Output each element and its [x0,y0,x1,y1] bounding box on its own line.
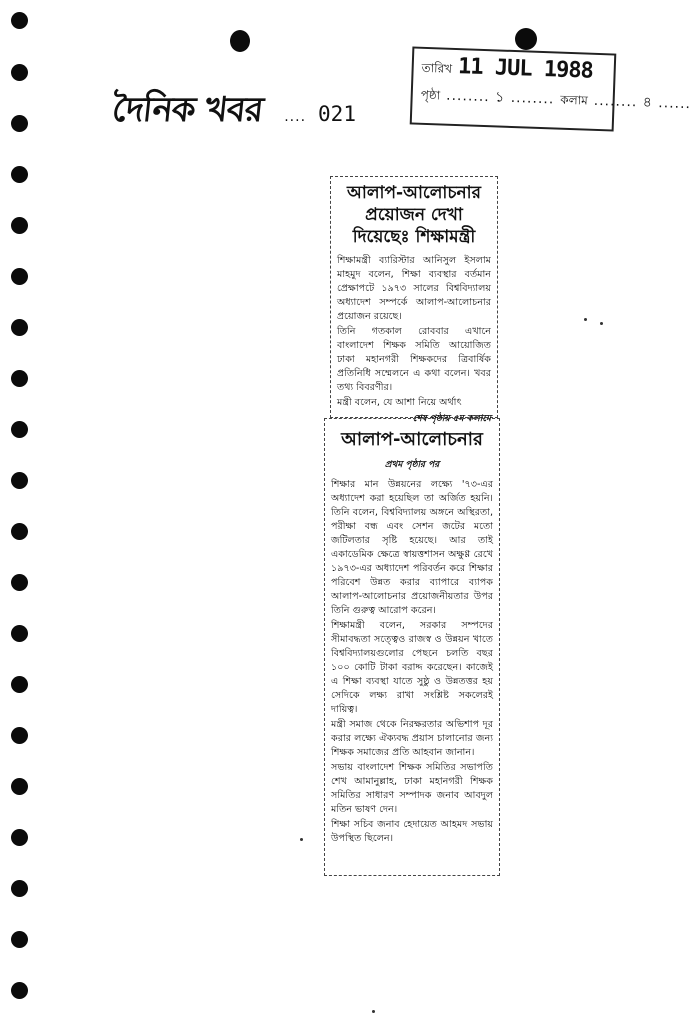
binder-hole [11,370,28,387]
binder-hole [11,268,28,285]
newspaper-masthead [112,84,356,148]
punch-hole [230,30,250,52]
scan-speck [372,1010,375,1013]
binder-hole [11,982,28,999]
page-code: 021 [318,102,356,126]
binder-hole [11,166,28,183]
binder-hole [11,64,28,81]
stamp-column-label: কলাম [560,92,589,108]
punch-hole [515,28,537,50]
continued-note: শেষ পৃষ্ঠায় ৫ম কলামে [412,414,491,424]
article-paragraph: শিক্ষা সচিব জনাব হেদায়েত আহমদ সভায় উপস্থিত ছিলেন। [331,819,493,844]
stamp-page-fill: ........ ১ ........ [445,87,555,108]
binder-hole [11,472,28,489]
binder-hole [11,625,28,642]
binder-hole [11,778,28,795]
article-clipping-part1 [330,176,498,424]
binder-hole [11,574,28,591]
binder-hole [11,115,28,132]
stamp-page-row [420,83,692,123]
article-clipping-part2 [324,418,500,876]
date-stamp [410,46,692,131]
stamp-date: 11 JUL 1988 [457,54,594,84]
scan-speck [600,322,603,325]
binder-hole [11,12,28,29]
binder-hole [11,421,28,438]
binder-hole [11,319,28,336]
article-paragraph: সভায় বাংলাদেশ শিক্ষক সমিতির সভাপতি শেখ আমানুল্লাহ, ঢাকা মহানগরী শিক্ষক সমিতির সাধারণ সম্পাদক জনাব আবদুল মতিন ভাষণ দেন। [331,762,493,815]
binder-hole [11,931,28,948]
newspaper-name: দৈনিক খবর [110,90,265,130]
binder-hole [11,676,28,693]
masthead-dots: .... [284,109,307,125]
binder-hole [11,727,28,744]
scan-speck [584,318,587,321]
article-paragraph: তিনি গতকাল রোববার এখানে বাংলাদেশ শিক্ষক সমিতি আয়োজিত ঢাকা মহানগরী শিক্ষকদের ত্রিবার্ষিক প্রতিনিধি সম্মেলনে এ কথা বলেন। খবর তথ্য বিবরণীর। [337,326,491,393]
article-paragraph: শিক্ষার মান উন্নয়নের লক্ষ্যে '৭৩-এর অধ্যাদেশ করা হয়েছিল তা অর্জিত হয়নি। তিনি বলেন, বিশ্ববিদ্যালয় অঙ্গনে অস্থিরতা, পরীক্ষা বন্ধ এবং সেশন জটের মতো জটিলতার সৃষ্টি হয়েছে। আর তাই একাডেমিক ক্ষেত্রে স্বায়ত্তশাসন অক্ষুণ্ণ রেখে ১৯৭৩-এর অধ্যাদেশ পরিবর্তন করে শিক্ষার পরিবেশ উন্নত করার ব্যাপারে ব্যাপক আলাপ-আলোচনার প্রয়োজনীয়তার উপর তিনি গুরুত্ব আরোপ করেন। [331,479,493,616]
article-headline: আলাপ-আলোচনার প্রয়োজন দেখা দিয়েছেঃ শিক্ষামন্ত্রী [347,183,481,247]
continuation-subtitle: প্রথম পৃষ্ঠার পর [384,460,440,470]
article-paragraph: মন্ত্রী সমাজ থেকে নিরক্ষরতার অভিশাপ দূর করার লক্ষ্যে ঐক্যবদ্ধ প্রয়াস চালানোর জন্য শিক্ষক সমাজের প্রতি আহবান জানান। [331,719,493,758]
binder-hole [11,523,28,540]
article-paragraph: শিক্ষামন্ত্রী ব্যারিস্টার আনিসুল ইসলাম মাহমুদ বলেন, শিক্ষা ব্যবস্থার বর্তমান প্রেক্ষাপটে ১৯৭৩ সালের বিশ্ববিদ্যালয় অধ্যাদেশ সম্পর্কে আলাপ-আলোচনার প্রয়োজন রয়েছে। [337,255,491,322]
binder-hole [11,829,28,846]
article-paragraph: মন্ত্রী বলেন, যে আশা নিয়ে অর্থাৎ [337,397,462,408]
continuation-headline: আলাপ-আলোচনার [341,429,483,450]
scan-speck [300,838,303,841]
binder-hole [11,880,28,897]
binder-hole [11,217,28,234]
stamp-column-fill: ........ ৪ ...... [593,92,692,113]
stamp-date-label: তারিখ [421,60,453,76]
article-paragraph: শিক্ষামন্ত্রী বলেন, সরকার সম্পদের সীমাবদ্ধতা সত্ত্বেও রাজস্ব ও উন্নয়ন খাতে বিশ্ববিদ্যালয়গুলোর পেছনে চলতি বছর ১০০ কোটি টাকা বরাদ্দ করেছেন। কাজেই এ শিক্ষা ব্যবস্থা যাতে সুষ্ঠু ও উন্নতত্তর হয় সেদিকে লক্ষ্য রাখা সংশ্লিষ্ট সকলেরই দায়িত্ব। [331,620,493,715]
stamp-page-label: পৃষ্ঠা [420,87,441,103]
